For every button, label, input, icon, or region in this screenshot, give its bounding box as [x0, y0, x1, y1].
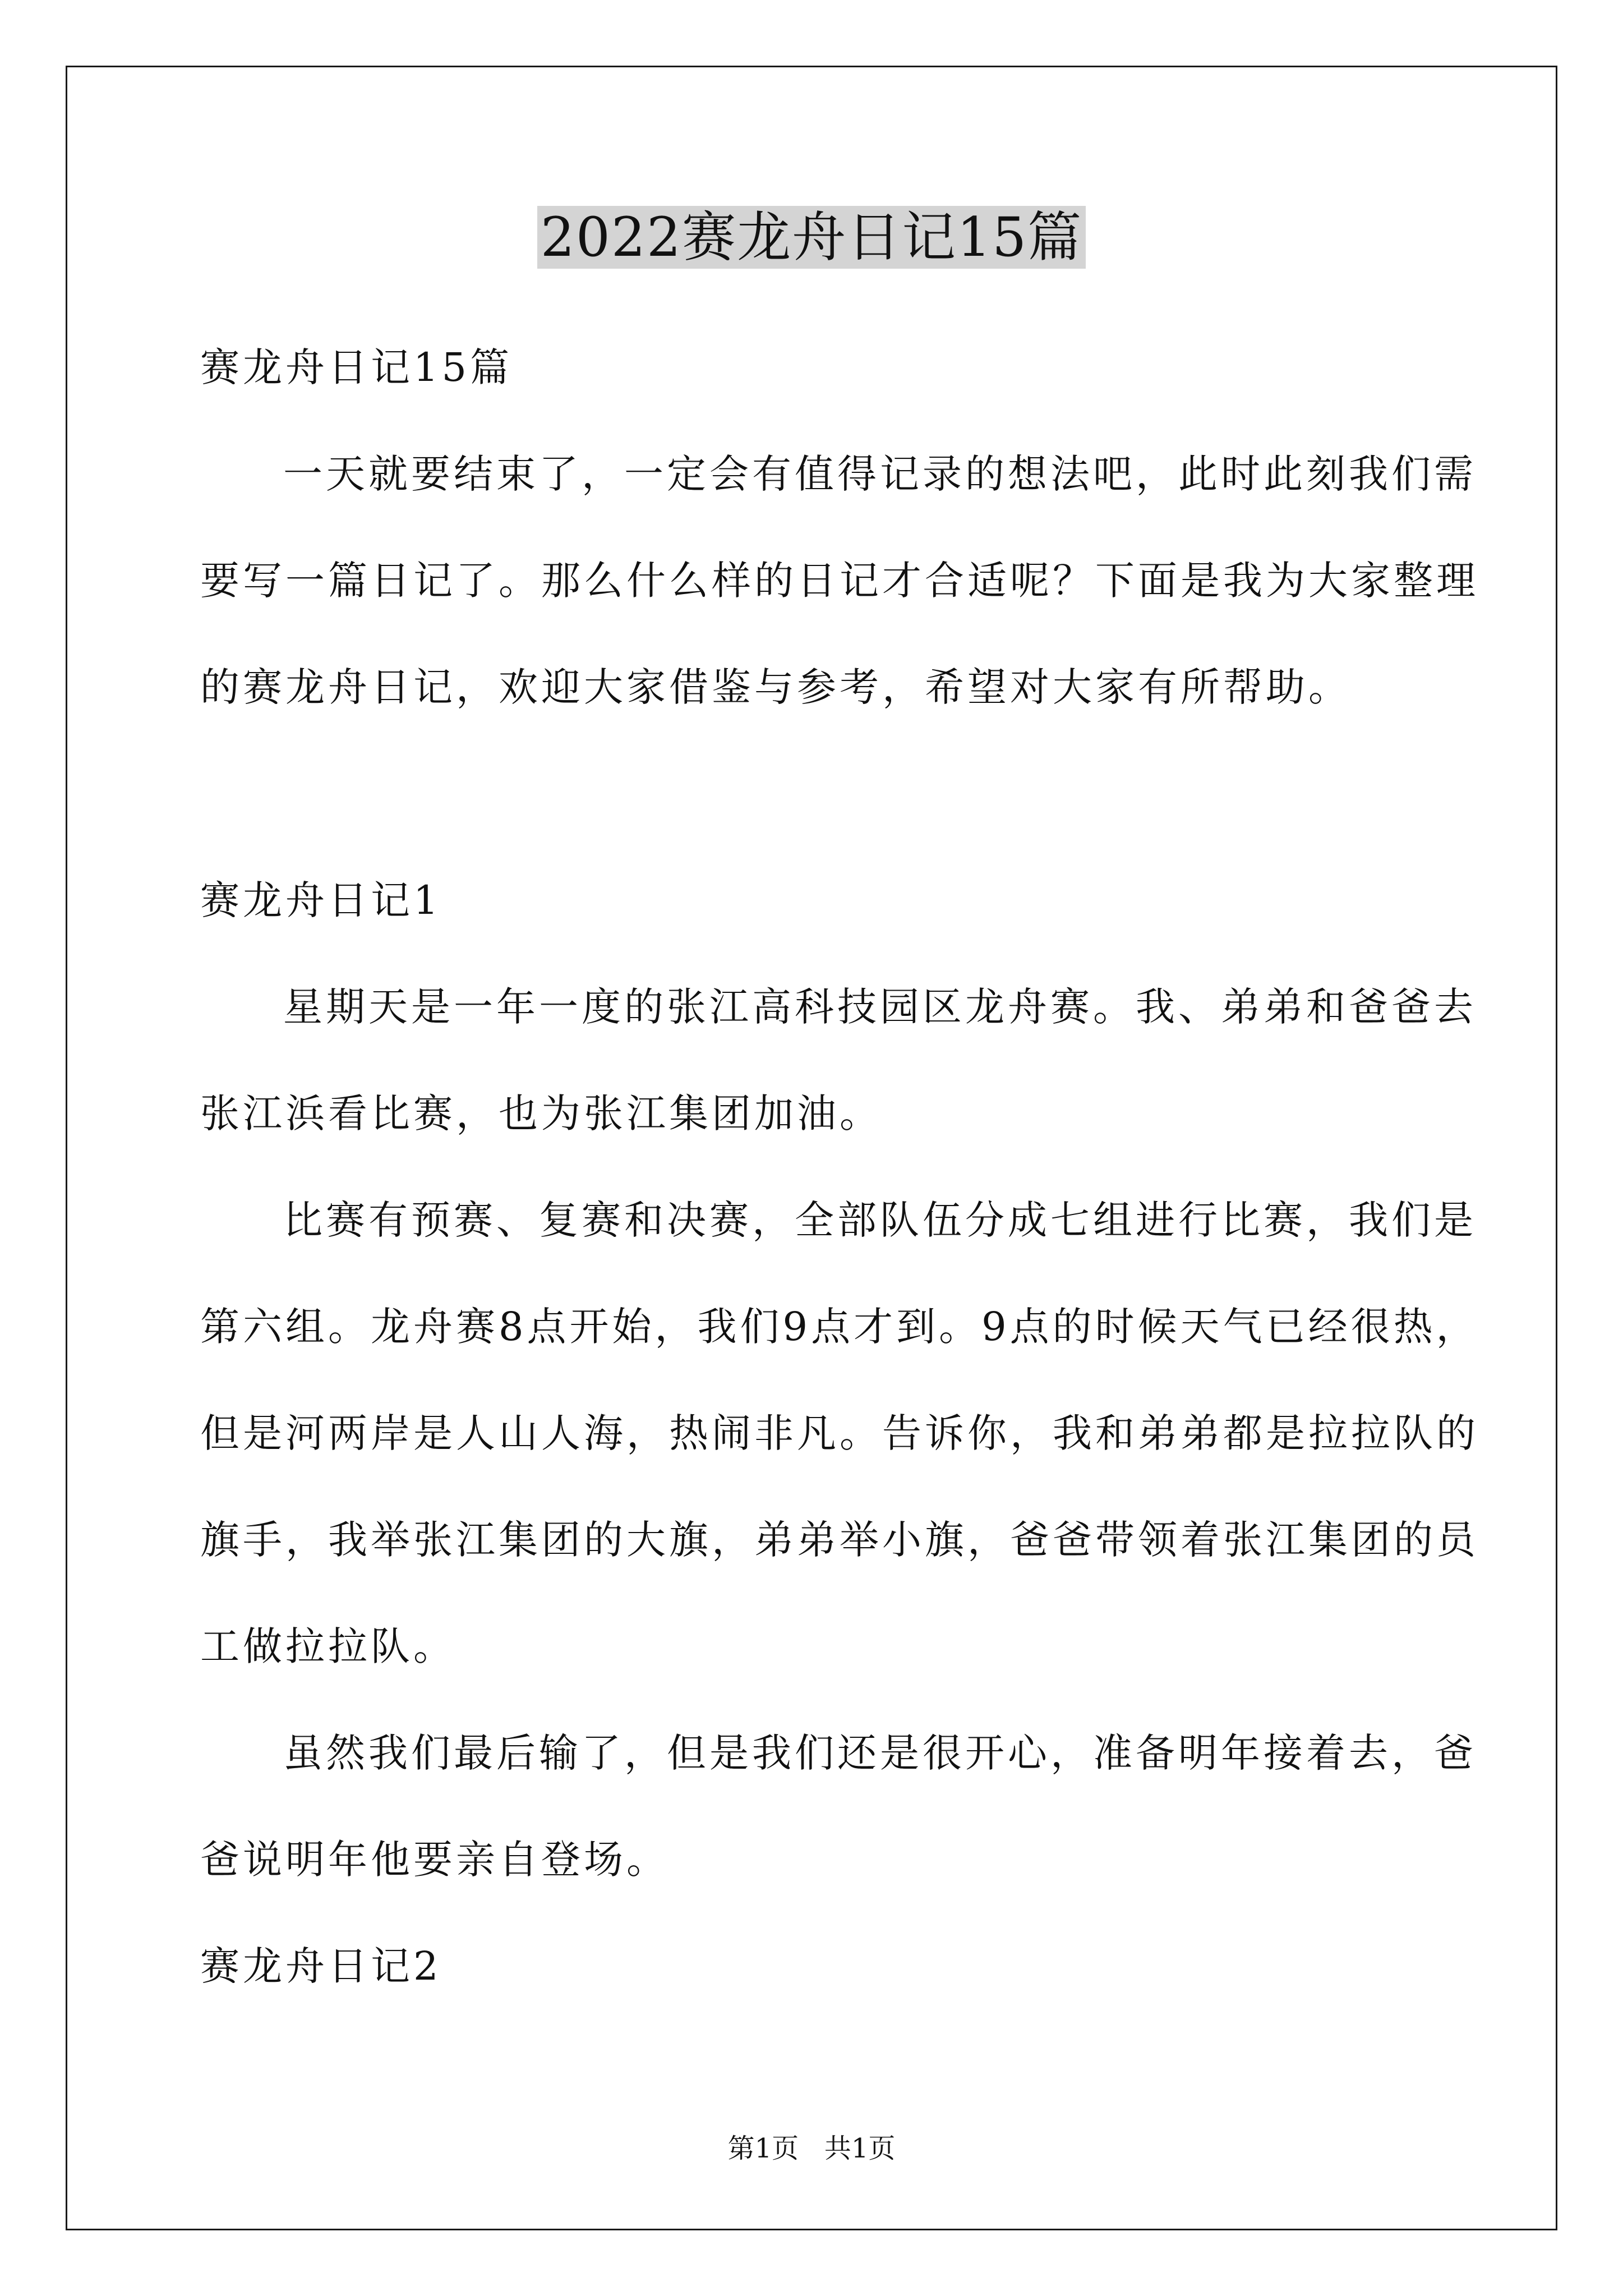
- paragraph-line: 星期天是一年一度的张江高科技园区龙舟赛。我、弟弟和爸爸去: [283, 984, 1477, 1030]
- section-heading: 赛龙舟日记15篇: [200, 344, 513, 390]
- page-footer: [0, 2131, 1623, 2166]
- footer-gap: [799, 2133, 824, 2164]
- paragraph-line: 第六组。龙舟赛8点开始，我们9点才到。9点的时候天气已经很热，: [200, 1304, 1479, 1350]
- paragraph-line: 比赛有预赛、复赛和决赛，全部队伍分成七组进行比赛，我们是: [283, 1197, 1477, 1243]
- section-heading: 赛龙舟日记1: [200, 877, 442, 923]
- paragraph-line: 爸说明年他要亲自登场。: [200, 1837, 669, 1883]
- page-total: 共1页: [824, 2133, 896, 2164]
- paragraph-line: 虽然我们最后输了，但是我们还是很开心，准备明年接着去，爸: [283, 1730, 1477, 1776]
- paragraph-line: 张江浜看比赛，也为张江集团加油。: [200, 1091, 882, 1137]
- document-title: [0, 201, 1623, 274]
- paragraph-line: 一天就要结束了，一定会有值得记录的想法吧，此时此刻我们需: [283, 451, 1477, 497]
- paragraph-line: 旗手，我举张江集团的大旗，弟弟举小旗，爸爸带领着张江集团的员: [200, 1517, 1479, 1563]
- paragraph-line: 的赛龙舟日记，欢迎大家借鉴与参考，希望对大家有所帮助。: [200, 664, 1351, 710]
- paragraph-line: 要写一篇日记了。那么什么样的日记才合适呢？下面是我为大家整理: [200, 558, 1479, 604]
- paragraph-line: 工做拉拉队。: [200, 1623, 456, 1669]
- page-number: 第1页: [727, 2133, 799, 2164]
- paragraph-line: 但是河两岸是人山人海，热闹非凡。告诉你，我和弟弟都是拉拉队的: [200, 1410, 1479, 1456]
- document-title-text: 2022赛龙舟日记15篇: [537, 206, 1086, 269]
- section-heading: 赛龙舟日记2: [200, 1943, 442, 1989]
